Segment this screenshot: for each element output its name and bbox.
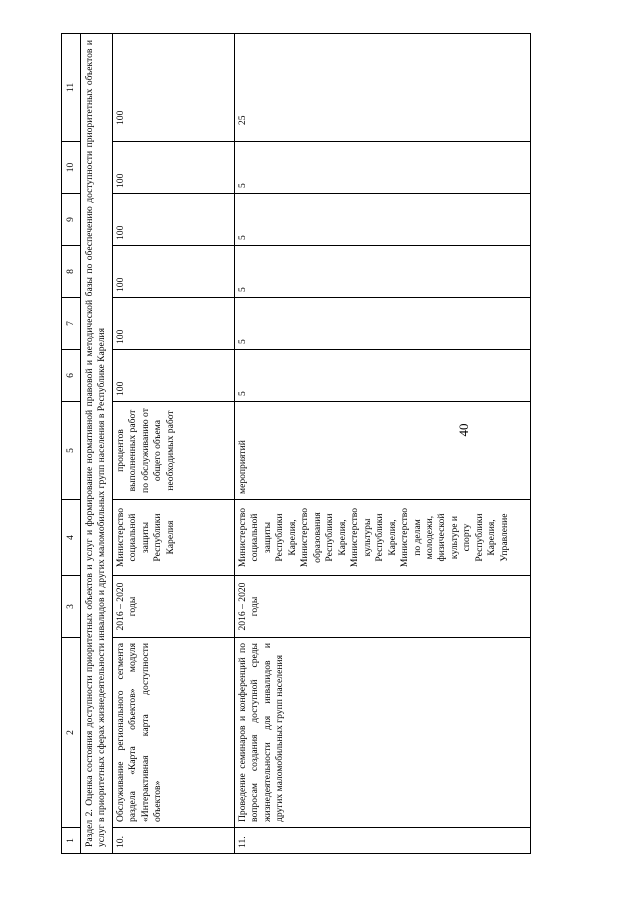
value-cell: 100 — [112, 246, 234, 298]
column-number-row — [62, 34, 81, 854]
measure-unit: процентов выполненных работ по обслуживанию от общего объема необходимых работ — [112, 402, 234, 500]
section-heading: Раздел 2. Оценка состояния доступности приоритетных объектов и услуг и формирование нормативной правовой и методической базы по обеспечению доступности приоритетных объектов и услуг в приоритетных сферах жизнедеятельности инвалидов и других маломобильных групп населения в Республике Карелия — [81, 34, 113, 854]
column-number: 6 — [62, 350, 81, 402]
column-number: 10 — [62, 142, 81, 194]
column-number: 11 — [62, 34, 81, 142]
rotated-table-container — [61, 34, 579, 854]
column-number: 8 — [62, 246, 81, 298]
row-number: 11. — [234, 828, 530, 854]
column-number: 3 — [62, 576, 81, 638]
page-number: 40 — [456, 423, 471, 437]
measure-name: Проведение семинаров и конференций по вопросам создания доступной среды жизнедеятельности для инвалидов и других маломобильных групп населения — [234, 638, 530, 828]
value-cell: 100 — [112, 194, 234, 246]
column-number: 1 — [62, 828, 81, 854]
value-cell: 100 — [112, 350, 234, 402]
measure-executor: Министерство социальной защиты Республики Карелия — [112, 500, 234, 576]
row-number: 10. — [112, 828, 234, 854]
column-number: 7 — [62, 298, 81, 350]
value-cell: 5 — [234, 194, 530, 246]
column-number: 2 — [62, 638, 81, 828]
value-cell: 100 — [112, 34, 234, 142]
measure-unit: мероприятий — [234, 402, 530, 500]
measure-name: Обслуживание регионального сегмента раздела «Карта объектов» модуля «Интерактивная карта доступности объектов» — [112, 638, 234, 828]
column-number: 4 — [62, 500, 81, 576]
value-cell: 25 — [234, 34, 530, 142]
value-cell: 5 — [234, 142, 530, 194]
measure-executor: Министерство социальной защиты Республики Карелия, Министерство образования Республики Карелия, Министерство культуры Республики Карелия, Министерство по делам молодежи, физической культуре и спорту Республики Карелия, Управление — [234, 500, 530, 576]
table-row — [234, 34, 530, 854]
section-heading-row — [81, 34, 113, 854]
column-number: 9 — [62, 194, 81, 246]
table-row — [112, 34, 234, 854]
program-table — [61, 33, 531, 854]
value-cell: 5 — [234, 298, 530, 350]
value-cell: 100 — [112, 142, 234, 194]
value-cell: 5 — [234, 350, 530, 402]
column-number: 5 — [62, 402, 81, 500]
value-cell: 100 — [112, 298, 234, 350]
measure-term: 2016 – 2020 годы — [234, 576, 530, 638]
value-cell: 5 — [234, 246, 530, 298]
measure-term: 2016 – 2020 годы — [112, 576, 234, 638]
